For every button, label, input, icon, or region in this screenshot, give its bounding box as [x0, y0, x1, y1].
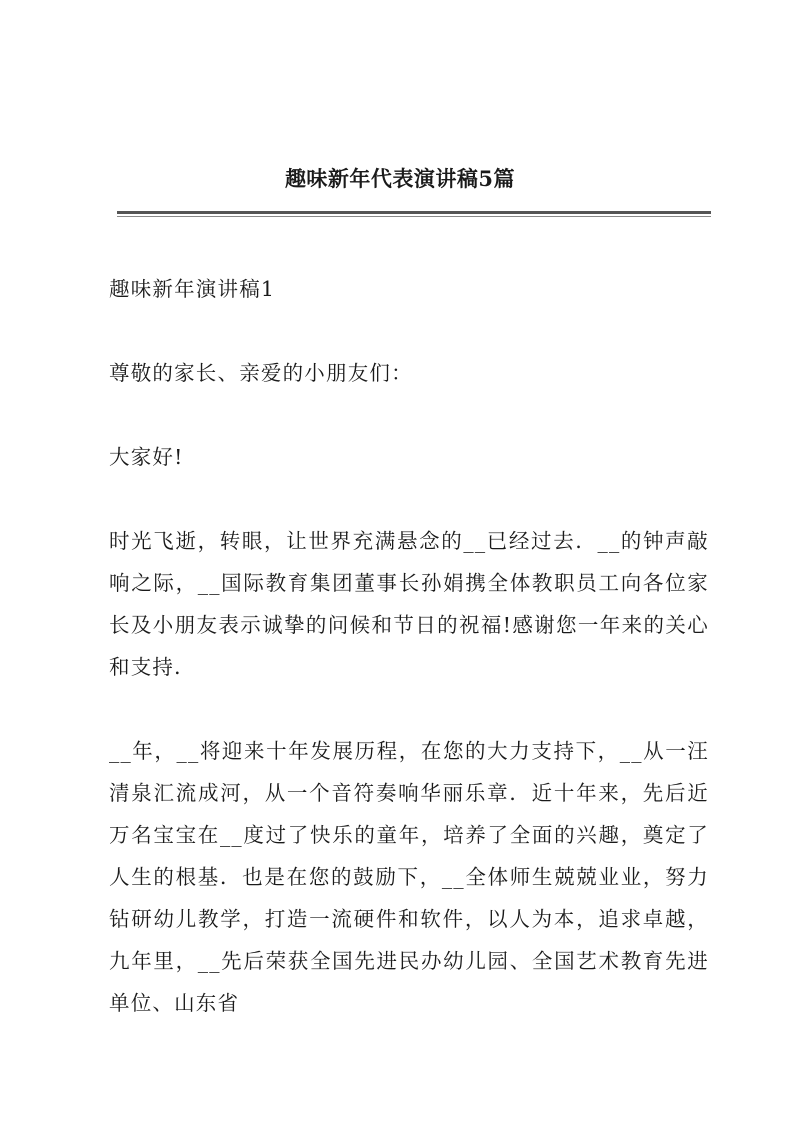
hello-line: 大家好! [109, 445, 184, 469]
body-paragraph-1: 时光飞逝，转眼，让世界充满悬念的__已经过去．__的钟声敲响之际，__国际教育集团董事长孙娟携全体教职员工向各位家长及小朋友表示诚挚的问候和节日的祝福!感谢您一年来的关心和支持． [109, 529, 709, 679]
body-paragraph-2: __年，__将迎来十年发展历程，在您的大力支持下，__从一汪清泉汇流成河，从一个音符奏响华丽乐章．近十年来，先后近万名宝宝在__度过了快乐的童年，培养了全面的兴趣，奠定了人生的根基．也是在您的鼓励下，__全体师生兢兢业业，努力钻研幼儿教学，打造一流硬件和软件，以人为本，追求卓越，九年里，__先后荣获全国先进民办幼儿园、全国艺术教育先进单位、山东省 [109, 739, 709, 1015]
title-divider-thin [117, 216, 711, 217]
greeting-line: 尊敬的家长、亲爱的小朋友们： [109, 361, 413, 385]
document-title: 趣味新年代表演讲稿5篇 [284, 166, 516, 191]
section-heading: 趣味新年演讲稿1 [109, 277, 276, 301]
title-divider [117, 211, 711, 214]
